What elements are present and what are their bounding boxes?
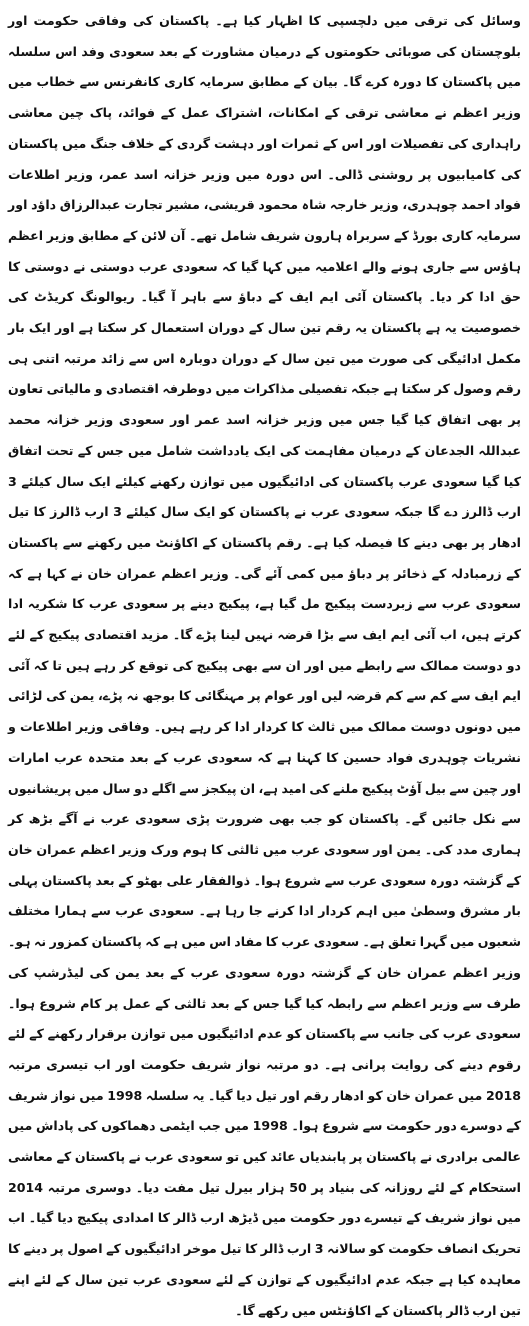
article-body-text: وسائل کی ترقی میں دلچسپی کا اظہار کیا ہے۔ پاکستان کی وفاقی حکومت اور بلوچستان کی صوبائی حکومتوں کے درمیان مشاورت کے بعد سعودی وفد اس سلسلہ میں پاکستان کا دورہ کرے گا۔ بیان کے مطابق سرمایہ کاری کانفرنس سے خطاب میں وزیر اعظم نے معاشی ترقی کے امکانات، اشتراک عمل کے فوائد، پاک چین معاشی راہداری کی تفصیلات اور اس کے ثمرات اور دہشت گردی کے خلاف جنگ میں پاکستان کی کامیابیوں پر روشنی ڈالی۔ اس دورہ میں وزیر خزانہ اسد عمر، وزیر اطلاعات فواد احمد چوہدری، وزیر خارجہ شاہ محمود قریشی، مشیر تجارت عبدالرزاق داؤد اور سرمایہ کاری بورڈ کے سربراہ ہارون شریف شامل تھے۔ آن لائن کے مطابق وزیر اعظم ہاؤس سے جاری ہونے والے اعلامیہ میں کہا گیا کہ سعودی عرب دوستی نے دوستی کا حق ادا کر دیا۔ پاکستان آئی ایم ایف کے دباؤ سے باہر آ گیا۔ ریوالونگ کریڈٹ کی خصوصیت یہ ہے پاکستان یہ رقم تین سال کے دوران استعمال کر سکتا ہے اور ایک بار مکمل ادائیگی کی صورت میں تین سال کے دوران دوبارہ اس سے زائد مرتبہ اتنی ہی رقم وصول کر سکتا ہے جبکہ تفصیلی مذاکرات میں دوطرفہ اقتصادی و مالیاتی تعاون پر بھی اتفاق کیا گیا جس میں وزیر خزانہ اسد عمر اور سعودی وزیر خزانہ محمد عبداللہ الجدعان کے درمیان مفاہمت کی ایک یادداشت شامل میں جس کے تحت اتفاق کیا گیا سعودی عرب پاکستان کی ادائیگیوں میں توازن رکھنے کیلئے ایک سال کیلئے 3 ارب ڈالرز دے گا جبکہ سعودی عرب نے پاکستان کو ایک سال کیلئے 3 ارب ڈالرز کا تیل ادھار پر بھی دینے کا فیصلہ کیا ہے۔ رقم پاکستان کے اکاؤنٹ میں رکھنے سے پاکستان کے زرمبادلہ کے ذخائر پر دباؤ میں کمی آئے گی۔ وزیر اعظم عمران خان نے کہا ہے کہ سعودی عرب سے زبردست پیکیج مل گیا ہے، پیکیج دینے پر سعودی عرب کا شکریہ ادا کرتے ہیں، اب آئی ایم ایف سے بڑا قرضہ نہیں لینا پڑے گا۔ مزید اقتصادی پیکیج کے لئے دو دوست ممالک سے رابطے میں اور ان سے بھی پیکیج کی توقع کر رہے ہیں تا کہ آئی ایم ایف سے کم سے کم قرضہ لیں اور عوام پر مہنگائی کا بوجھ نہ پڑے، یمن کی لڑائی میں دونوں دوست ممالک میں ثالث کا کردار ادا کر رہے ہیں۔ وفاقی وزیر اطلاعات و نشریات چوہدری فواد حسین کا کہنا ہے کہ سعودی عرب کے بعد متحدہ عرب امارات اور چین سے بیل آؤٹ پیکیج ملنے کی امید ہے، ان پیکجز سے اگلے دو سال میں پریشانیوں سے نکل جائیں گے۔ پاکستان کو جب بھی ضرورت پڑی سعودی عرب نے آگے بڑھ کر ہماری مدد کی۔ یمن اور سعودی عرب میں ثالثی کا ہوم ورک وزیر اعظم عمران خان کے گزشتہ دورہ سعودی عرب سے شروع ہوا۔ ذوالفقار علی بھٹو کے بعد پاکستان پہلی بار مشرق وسطیٰ میں اہم کردار ادا کرنے جا رہا ہے۔ سعودی عرب سے ہمارا مختلف شعبوں میں گہرا تعلق ہے۔ سعودی عرب کا مفاد اس میں ہے کہ پاکستان کمزور نہ ہو۔ وزیر اعظم عمران خان کے گزشتہ دورہ سعودی عرب کے بعد یمن کی لیڈرشپ کی طرف سے وزیر اعظم سے رابطہ کیا گیا جس کے بعد ثالثی کے عمل پر کام شروع ہوا۔ سعودی عرب کی جانب سے پاکستان کو عدم ادائیگیوں میں توازن برقرار رکھنے کے لئے رقوم دینے کی روایت پرانی ہے۔ دو مرتبہ نواز شریف حکومت اور اب تیسری مرتبہ 2018 میں عمران خان کو ادھار رقم اور تیل دیا گیا۔ یہ سلسلہ 1998 میں نواز شریف کے دوسرے دور حکومت سے شروع ہوا۔ 1998 میں جب ایٹمی دھماکوں کی پاداش میں عالمی برادری نے پاکستان پر پابندیاں عائد کیں تو سعودی عرب نے پاکستان کے معاشی استحکام کے لئے روزانہ کی بنیاد پر 50 ہزار بیرل تیل مفت دیا۔ دوسری مرتبہ 2014 میں نواز شریف کے تیسرے دور حکومت میں ڈیڑھ ارب ڈالر کا امدادی پیکیج دیا گیا۔ اب تحریک انصاف حکومت کو سالانہ 3 ارب ڈالر کا تیل موخر ادائیگیوں کے اصول پر دینے کا معاہدہ کیا ہے جبکہ عدم ادائیگیوں کے توازن کے لئے سعودی عرب تین سال کے لئے اپنے تین ارب ڈالر پاکستان کے اکاؤنٹس میں رکھے گا۔ bbox=[8, 13, 522, 1318]
